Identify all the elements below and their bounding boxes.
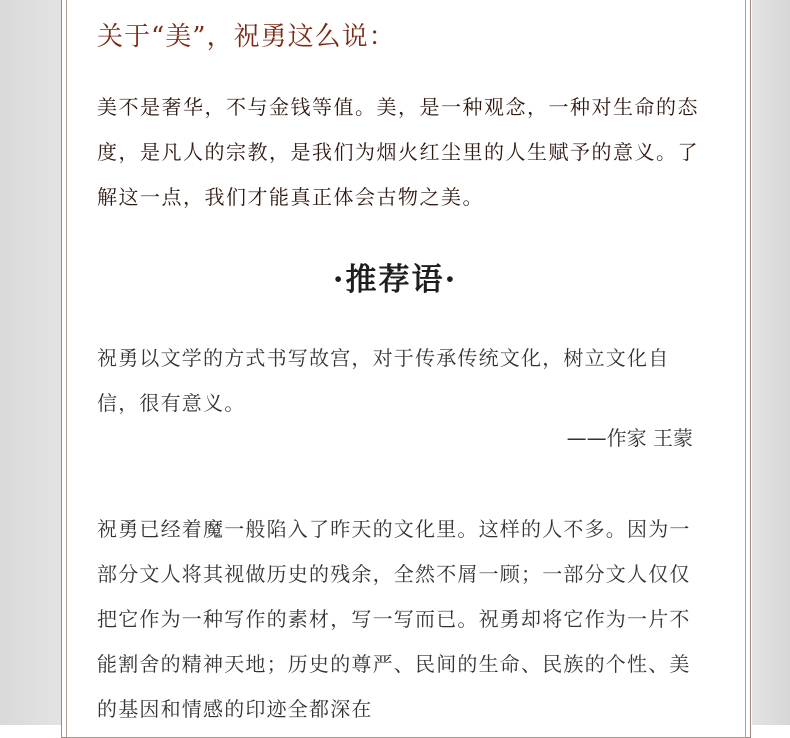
about-beauty-heading: 关于“美”，祝勇这么说：	[97, 22, 396, 52]
left-margin-panel	[0, 0, 61, 725]
right-margin-panel	[752, 0, 790, 725]
about-beauty-paragraph: 美不是奢华，不与金钱等值。美，是一种观念，一种对生命的态度，是凡人的宗教，是我们为烟火红尘里的人生赋予的意义。了解这一点，我们才能真正体会古物之美。	[97, 95, 699, 209]
recommendation-quote-1: 祝勇以文学的方式书写故宫，对于传承传统文化，树立文化自信，很有意义。	[97, 346, 670, 415]
recommendation-quote-2: 祝勇已经着魔一般陷入了昨天的文化里。这样的人不多。因为一部分文人将其视做历史的残余，全然不屑一顾；一部分文人仅仅把它作为一种写作的素材，写一写而已。祝勇却将它作为一片不能割舍的精神天地；历史的尊严、民间的生命、民族的个性、美的基因和情感的印迹全都深在	[97, 517, 691, 721]
recommendation-title: ·推荐语·	[332, 262, 458, 298]
recommendation-author-1: ——作家 王蒙	[566, 426, 693, 450]
